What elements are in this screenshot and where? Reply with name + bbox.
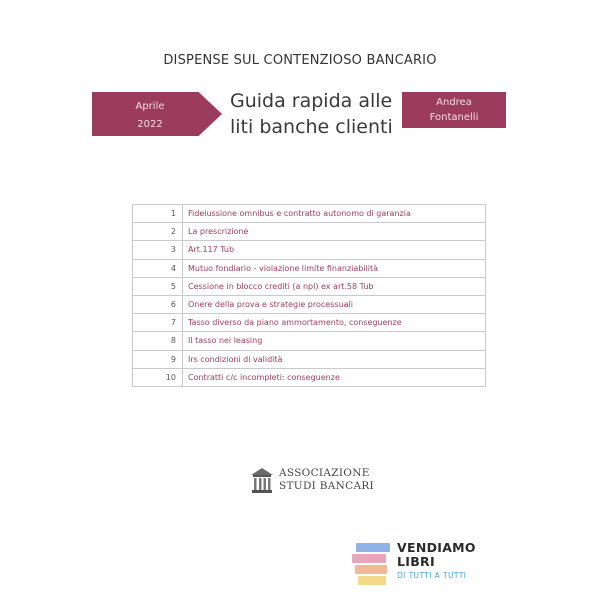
date-year: 2022	[137, 119, 163, 130]
toc-entry: Art.117 Tub	[183, 241, 486, 259]
author-first-name: Andrea	[436, 97, 472, 108]
toc-entry: Il tasso nei leasing	[183, 332, 486, 350]
toc-row	[133, 332, 486, 350]
book-title-line1: Guida rapida alle	[230, 90, 393, 112]
date-month: Aprile	[135, 101, 165, 112]
toc-number: 4	[133, 259, 183, 277]
watermark-stripes-icon	[352, 543, 390, 585]
bank-building-icon	[249, 465, 275, 497]
toc-number: 10	[133, 368, 183, 386]
toc-entry: Irs condizioni di validità	[183, 350, 486, 368]
toc-entry: Fideiussione omnibus e contratto autonomo di garanzia	[183, 205, 486, 223]
toc-row	[133, 277, 486, 295]
table-of-contents	[132, 204, 486, 387]
author-name	[402, 95, 506, 125]
watermark-title	[397, 541, 476, 569]
publisher-name-line2: STUDI BANCARI	[279, 480, 375, 492]
watermark-tagline: DI TUTTI A TUTTI	[397, 571, 467, 580]
toc-number: 7	[133, 314, 183, 332]
toc-number: 8	[133, 332, 183, 350]
toc-row	[133, 350, 486, 368]
toc-row	[133, 241, 486, 259]
publisher-name-line1: ASSOCIAZIONE	[279, 467, 370, 479]
publisher-logo	[249, 465, 379, 497]
book-title-line2: liti banche clienti	[230, 116, 393, 138]
toc-row	[133, 205, 486, 223]
toc-number: 6	[133, 295, 183, 313]
author-last-name: Fontanelli	[429, 112, 479, 123]
toc-entry: Cessione in blocco crediti (a npl) ex art.58 Tub	[183, 277, 486, 295]
toc-row	[133, 368, 486, 386]
toc-entry: Mutuo fondiario - violazione limite finanziabilità	[183, 259, 486, 277]
toc-number: 3	[133, 241, 183, 259]
toc-row	[133, 295, 486, 313]
toc-entry: La prescrizione	[183, 223, 486, 241]
toc-entry: Onere della prova e strategie processuali	[183, 295, 486, 313]
watermark-title-line2: LIBRI	[397, 554, 435, 569]
toc-number: 5	[133, 277, 183, 295]
toc-entry: Tasso diverso da piano ammortamento, conseguenze	[183, 314, 486, 332]
watermark-title-line1: VENDIAMO	[397, 540, 476, 555]
toc-number: 2	[133, 223, 183, 241]
toc-number: 9	[133, 350, 183, 368]
series-title: DISPENSE SUL CONTENZIOSO BANCARIO	[163, 53, 437, 68]
toc-entry: Contratti c/c incompleti: conseguenze	[183, 368, 486, 386]
toc-row	[133, 223, 486, 241]
toc-number: 1	[133, 205, 183, 223]
book-title	[230, 88, 400, 140]
date-text	[100, 98, 200, 134]
toc-row	[133, 259, 486, 277]
toc-row	[133, 314, 486, 332]
